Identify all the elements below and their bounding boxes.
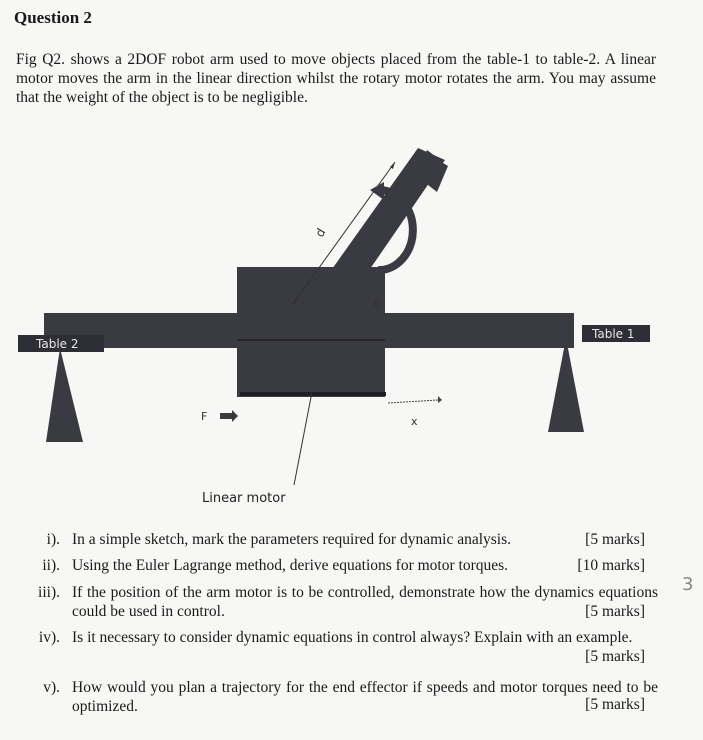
theta-label: θ [373,297,381,312]
x-label: x [411,415,418,428]
part-number: ii). [42,557,60,574]
force-label: F [201,410,208,423]
part-marks: [5 marks] [585,603,645,620]
left-support [46,348,83,442]
part-number: iv). [38,629,60,646]
part-text: How would you plan a trajectory for the end effector if speeds and motor torques need to be optimized. [72,679,658,715]
table-1-label: Table 1 [592,327,635,341]
part-marks: [10 marks] [577,557,645,574]
force-arrow [220,413,232,419]
question-title: Question 2 [14,8,92,27]
part-number: i). [46,531,60,548]
handwritten-margin-note: 3 [682,574,694,595]
linear-motor-label: Linear motor [202,491,286,506]
x-direction-arrow [388,400,438,403]
part-number: iii). [38,584,60,601]
right-support [548,338,584,432]
part-text: In a simple sketch, mark the parameters required for dynamic analysis. [72,531,512,548]
part-number: v). [43,679,60,696]
table-2-label: Table 2 [36,337,79,351]
part-text: If the position of the arm motor is to be controlled, demonstrate how the dynamics equations could be used in control. [72,584,658,620]
part-marks: [5 marks] [585,531,645,548]
robot-arm-figure [0,130,703,510]
linear-motor-pointer [294,392,312,485]
d-label: d [312,225,329,240]
part-marks: [5 marks] [585,648,645,665]
part-text: Using the Euler Lagrange method, derive equations for motor torques. [72,557,509,574]
part-text: Is it necessary to consider dynamic equations in control always? Explain with an example. [72,629,633,646]
question-intro: Fig Q2. shows a 2DOF robot arm used to move objects placed from the table-1 to table-2. A linear motor moves the arm in the linear direction whilst the rotary motor rotates the arm. You may assume that the weight of the object is to be negligible. [16,51,656,106]
part-marks: [5 marks] [585,696,645,713]
